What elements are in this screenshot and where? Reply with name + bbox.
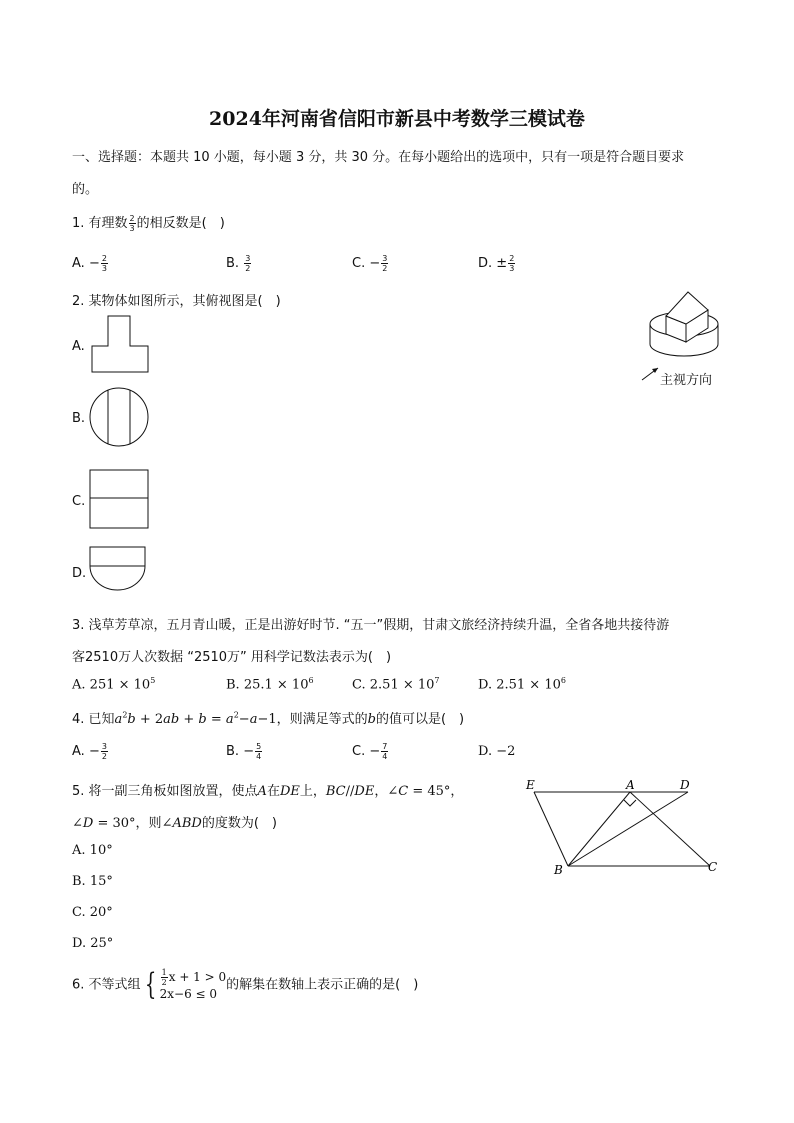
inequality-system: { $\frac{1}{2}$ x + 1 > 0 2x−6 ≤ 0: [144, 967, 227, 1002]
q2-option-b-figure[interactable]: [88, 386, 152, 450]
q5-option-a[interactable]: A. 10°: [72, 843, 113, 858]
q3-option-c[interactable]: C. $2.51 \times 10^7$: [352, 676, 440, 693]
q2-option-d-figure[interactable]: [89, 546, 149, 592]
question-3-stem-line1: 3. 浅草芳草凉，五月青山暖，正是出游好时节. “五一”假期，甘肃文旅经济持续升温，全省各地共接待游: [72, 618, 670, 633]
point-a-label: A: [626, 778, 635, 792]
q4-option-b[interactable]: B. − $\frac{5}{4}$: [226, 742, 262, 761]
q1-option-d[interactable]: D. ± $\frac{2}{3}$: [478, 254, 515, 273]
point-e-label: E: [526, 778, 535, 792]
q2-option-a-figure[interactable]: [90, 314, 152, 376]
page-title: 2024年河南省信阳市新县中考数学三模试卷: [209, 108, 585, 130]
fraction: $\frac{2}{3}$: [129, 214, 135, 233]
point-b-label: B: [554, 863, 563, 877]
q1-option-c[interactable]: C. − $\frac{3}{2}$: [352, 254, 388, 273]
q3-option-b[interactable]: B. $25.1 \times 10^6$: [226, 676, 314, 693]
q4-option-c[interactable]: C. − $\frac{7}{4}$: [352, 742, 388, 761]
equation: a: [114, 712, 123, 727]
q5-option-d[interactable]: D. 25°: [72, 936, 114, 951]
question-5-stem-line2: ∠D = 30°，则∠ABD的度数为( ): [72, 816, 277, 831]
q5-option-c[interactable]: C. 20°: [72, 905, 113, 920]
q2-option-c-label[interactable]: C.: [72, 494, 86, 509]
q2-option-a-label[interactable]: A.: [72, 339, 85, 354]
triangles-figure: [520, 776, 730, 880]
q4-option-d[interactable]: D. −2: [478, 744, 516, 759]
q5-option-b[interactable]: B. 15°: [72, 874, 113, 889]
question-5-stem-line1: 5. 将一副三角板如图放置，使点A在DE上，BC//DE，∠C = 45°，: [72, 784, 464, 799]
q3-option-d[interactable]: D. $2.51 \times 10^6$: [478, 676, 566, 693]
q1-option-a[interactable]: A. − $\frac{2}{3}$: [72, 254, 107, 273]
q2-option-b-label[interactable]: B.: [72, 411, 86, 426]
point-c-label: C: [708, 860, 718, 874]
question-1-stem: 1. 有理数 $\frac{2}{3}$ 的相反数是( ): [72, 214, 225, 233]
q1-option-b[interactable]: B. $\frac{3}{2}$: [226, 254, 251, 273]
q2-option-d-label[interactable]: D.: [72, 566, 87, 581]
section-instructions-line2: 的。: [72, 182, 99, 197]
q3-option-a[interactable]: A. $251 \times 10^5$: [72, 676, 156, 693]
question-6-stem: 6. 不等式组 { $\frac{1}{2}$ x + 1 > 0 2x−6 ≤ 0 的解集在数轴上表示正确的是( ): [72, 967, 419, 1002]
figure-caption: 主视方向: [660, 373, 713, 388]
question-4-stem: 4. 已知$a^2b + 2ab + b = a^2-a-1$，则满足等式的b的值可以是( ): [72, 710, 465, 727]
point-d-label: D: [680, 778, 690, 792]
q4-option-a[interactable]: A. − $\frac{3}{2}$: [72, 742, 107, 761]
question-2-stem: 2. 某物体如图所示，其俯视图是( ): [72, 294, 281, 309]
q2-option-c-figure[interactable]: [89, 469, 151, 531]
section-instructions-line1: 一、选择题：本题共 10 小题，每小题 3 分，共 30 分。在每小题给出的选项中，只有一项是符合题目要求: [72, 150, 685, 165]
question-3-stem-line2: 客2510万人次数据 “2510万” 用科学记数法表示为( ): [72, 650, 392, 665]
